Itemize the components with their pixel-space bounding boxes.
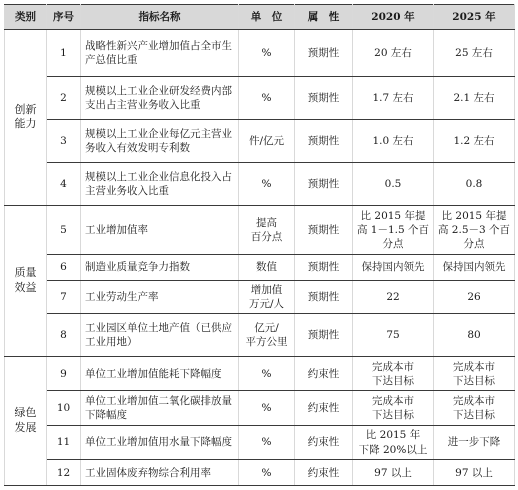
seq-cell: 12 (47, 460, 81, 486)
unit-cell: 数值 (239, 254, 295, 280)
value-2025-cell: 完成本市 下达目标 (434, 357, 515, 391)
indicator-name-cell: 工业增加值率 (81, 205, 239, 254)
value-2020-cell: 75 (353, 314, 434, 357)
value-2020-cell: 1.7 左右 (353, 77, 434, 120)
seq-cell: 2 (47, 77, 81, 120)
header-unit: 单 位 (239, 5, 295, 30)
table-body (5, 30, 515, 486)
indicator-name-cell: 单位工业增加值用水量下降幅度 (81, 425, 239, 459)
table-row (5, 30, 515, 77)
unit-cell: 增加值 万元/人 (239, 280, 295, 314)
attribute-cell: 预期性 (295, 314, 353, 357)
indicator-name-cell: 工业园区单位土地产值（已供应工业用地） (81, 314, 239, 357)
value-2025-cell: 26 (434, 280, 515, 314)
unit-cell: 件/亿元 (239, 120, 295, 163)
header-seq: 序号 (47, 5, 81, 30)
value-2025-cell: 80 (434, 314, 515, 357)
attribute-cell: 预期性 (295, 163, 353, 206)
value-2025-cell: 2.1 左右 (434, 77, 515, 120)
table-row (5, 357, 515, 391)
value-2020-cell: 保持国内领先 (353, 254, 434, 280)
attribute-cell: 预期性 (295, 280, 353, 314)
attribute-cell: 预期性 (295, 120, 353, 163)
value-2025-cell: 比 2015 年提高 2.5－3 个百分点 (434, 205, 515, 254)
value-2025-cell: 1.2 左右 (434, 120, 515, 163)
indicator-name-cell: 单位工业增加值二氧化碳排放量下降幅度 (81, 391, 239, 425)
header-2025: 2025 年 (434, 5, 515, 30)
indicator-name-cell: 工业固体废弃物综合利用率 (81, 460, 239, 486)
table-row (5, 425, 515, 459)
indicator-name-cell: 单位工业增加值能耗下降幅度 (81, 357, 239, 391)
seq-cell: 10 (47, 391, 81, 425)
value-2020-cell: 完成本市 下达目标 (353, 391, 434, 425)
value-2025-cell: 保持国内领先 (434, 254, 515, 280)
category-cell: 绿色 发展 (5, 357, 47, 486)
attribute-cell: 约束性 (295, 391, 353, 425)
attribute-cell: 预期性 (295, 77, 353, 120)
indicator-table-container (4, 4, 514, 486)
header-2020: 2020 年 (353, 5, 434, 30)
attribute-cell: 约束性 (295, 460, 353, 486)
table-row (5, 391, 515, 425)
table-row (5, 77, 515, 120)
unit-cell: % (239, 357, 295, 391)
seq-cell: 6 (47, 254, 81, 280)
seq-cell: 7 (47, 280, 81, 314)
value-2020-cell: 97 以上 (353, 460, 434, 486)
header-indicator: 指标名称 (81, 5, 239, 30)
header-attribute: 属 性 (295, 5, 353, 30)
seq-cell: 8 (47, 314, 81, 357)
attribute-cell: 预期性 (295, 30, 353, 77)
indicator-name-cell: 工业劳动生产率 (81, 280, 239, 314)
table-row (5, 120, 515, 163)
value-2020-cell: 20 左右 (353, 30, 434, 77)
unit-cell: % (239, 425, 295, 459)
value-2025-cell: 0.8 (434, 163, 515, 206)
attribute-cell: 约束性 (295, 357, 353, 391)
seq-cell: 9 (47, 357, 81, 391)
attribute-cell: 预期性 (295, 205, 353, 254)
value-2020-cell: 0.5 (353, 163, 434, 206)
indicator-name-cell: 战略性新兴产业增加值占全市生产总值比重 (81, 30, 239, 77)
value-2025-cell: 25 左右 (434, 30, 515, 77)
table-row (5, 205, 515, 254)
seq-cell: 3 (47, 120, 81, 163)
value-2025-cell: 97 以上 (434, 460, 515, 486)
value-2025-cell: 完成本市 下达目标 (434, 391, 515, 425)
value-2020-cell: 1.0 左右 (353, 120, 434, 163)
value-2020-cell: 完成本市 下达目标 (353, 357, 434, 391)
unit-cell: 提高 百分点 (239, 205, 295, 254)
category-cell: 创新 能力 (5, 30, 47, 206)
seq-cell: 5 (47, 205, 81, 254)
attribute-cell: 预期性 (295, 254, 353, 280)
table-row (5, 163, 515, 206)
unit-cell: % (239, 30, 295, 77)
indicator-name-cell: 规模以上工业企业每亿元主营业务收入有效发明专利数 (81, 120, 239, 163)
unit-cell: 亿元/ 平方公里 (239, 314, 295, 357)
table-row (5, 314, 515, 357)
value-2020-cell: 比 2015 年提高 1－1.5 个百分点 (353, 205, 434, 254)
table-row (5, 460, 515, 486)
attribute-cell: 约束性 (295, 425, 353, 459)
indicator-table (4, 4, 515, 486)
header-row (5, 5, 515, 30)
unit-cell: % (239, 391, 295, 425)
seq-cell: 4 (47, 163, 81, 206)
unit-cell: % (239, 460, 295, 486)
seq-cell: 1 (47, 30, 81, 77)
value-2020-cell: 比 2015 年 下降 20%以上 (353, 425, 434, 459)
indicator-name-cell: 规模以上工业企业信息化投入占主营业务收入比重 (81, 163, 239, 206)
category-cell: 质量 效益 (5, 205, 47, 356)
value-2020-cell: 22 (353, 280, 434, 314)
unit-cell: % (239, 163, 295, 206)
header-category: 类别 (5, 5, 47, 30)
table-row (5, 280, 515, 314)
seq-cell: 11 (47, 425, 81, 459)
unit-cell: % (239, 77, 295, 120)
table-row (5, 254, 515, 280)
indicator-name-cell: 制造业质量竞争力指数 (81, 254, 239, 280)
indicator-name-cell: 规模以上工业企业研发经费内部支出占主营业务收入比重 (81, 77, 239, 120)
value-2025-cell: 进一步下降 (434, 425, 515, 459)
